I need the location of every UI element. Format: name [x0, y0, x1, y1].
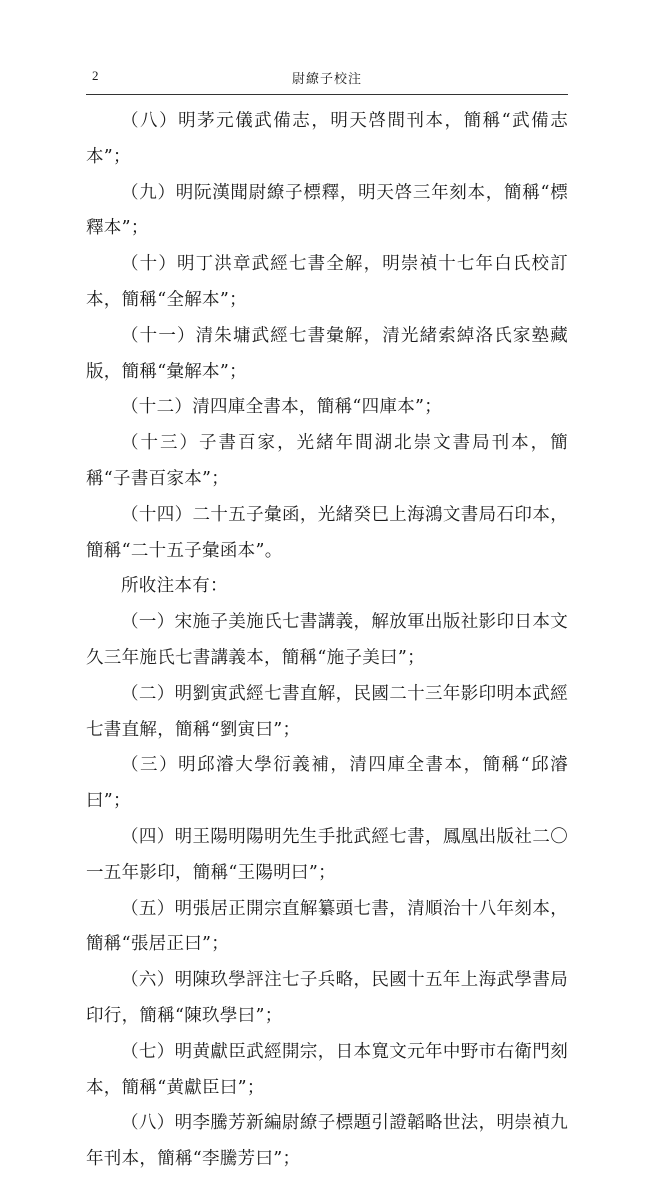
paragraph-commentary-3: （三）明邱濬大學衍義補，清四庫全書本，簡稱“邱濬曰”；	[86, 755, 568, 812]
paragraph-commentary-6: （六）明陳玖學評注七子兵略，民國十五年上海武學書局印行，簡稱“陳玖學曰”；	[86, 970, 568, 1026]
paragraph-edition-14: （十四）二十五子彙函，光緒癸巳上海鴻文書局石印本，簡稱“二十五子彙函本”。	[86, 504, 568, 561]
paragraph-edition-12: （十二）清四庫全書本，簡稱“四庫本”；	[121, 397, 443, 418]
paragraph-commentary-2: （二）明劉寅武經七書直解，民國二十三年影印明本武經七書直解，簡稱“劉寅曰”；	[86, 683, 568, 740]
paragraph-edition-9: （九）明阮漢聞尉繚子標釋，明天啓三年刻本，簡稱“標釋本”；	[86, 182, 568, 239]
running-title: 尉繚子校注	[291, 72, 362, 87]
paragraph-edition-11: （十一）清朱墉武經七書彙解，清光緒索綽洛氏家塾藏版，簡稱“彙解本”；	[86, 325, 568, 382]
page-number: 2	[92, 68, 99, 83]
paragraph-edition-13: （十三）子書百家，光緒年間湖北崇文書局刊本，簡稱“子書百家本”；	[86, 433, 568, 489]
paragraph-commentary-7: （七）明黄獻臣武經開宗，日本寬文元年中野市右衛門刻本，簡稱“黄獻臣曰”；	[86, 1041, 568, 1098]
paragraph-commentary-8: （八）明李騰芳新編尉繚子標題引證韜略世法，明崇禎九年刊本，簡稱“李騰芳曰”；	[86, 1113, 568, 1170]
paragraph-edition-8: （八）明茅元儀武備志，明天啓間刊本，簡稱“武備志本”；	[86, 111, 568, 167]
body-text	[86, 104, 568, 1178]
paragraph-commentaries-intro: 所收注本有：	[121, 576, 228, 597]
paragraph-commentary-1: （一）宋施子美施氏七書講義，解放軍出版社影印日本文久三年施氏七書講義本，簡稱“施子美曰”；	[86, 612, 568, 668]
paragraph-commentary-5: （五）明張居正開宗直解纂頭七書，清順治十八年刻本，簡稱“張居正曰”；	[86, 898, 568, 955]
page-header	[86, 64, 568, 95]
paragraph-edition-10: （十）明丁洪章武經七書全解，明崇禎十七年白氏校訂本，簡稱“全解本”；	[86, 254, 568, 310]
paragraph-commentary-4: （四）明王陽明陽明先生手批武經七書，鳳凰出版社二〇一五年影印，簡稱“王陽明曰”；	[86, 826, 568, 883]
